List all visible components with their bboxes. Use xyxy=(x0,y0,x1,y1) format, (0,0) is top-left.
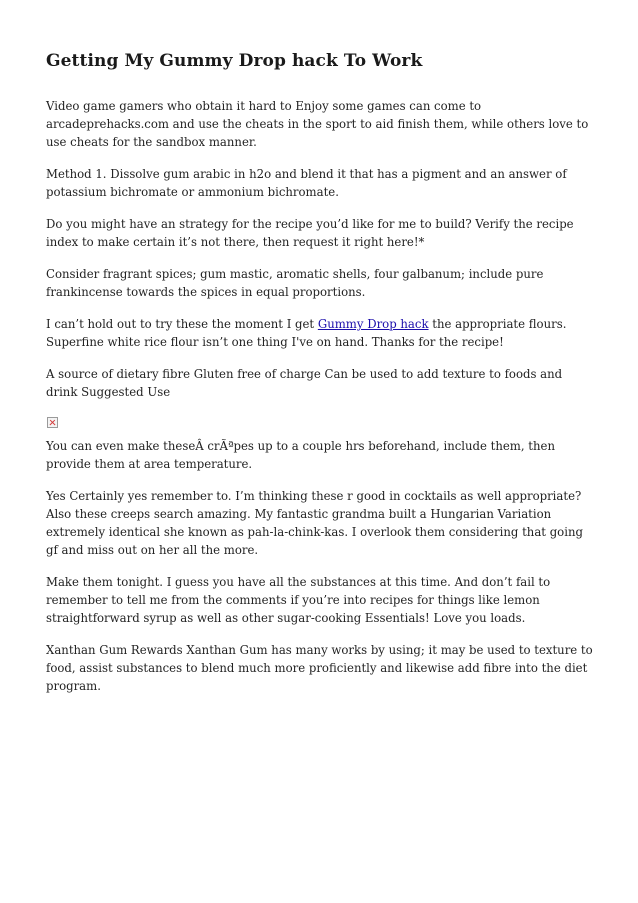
image-container xyxy=(46,415,594,437)
page-title: Getting My Gummy Drop hack To Work xyxy=(46,51,423,71)
broken-image-icon xyxy=(47,417,58,428)
document-page xyxy=(46,50,594,709)
paragraph-method: Method 1. Dissolve gum arabic in h2o and blend it that has a pigment and an answer of potassium bichromate or ammonium bichromate. xyxy=(46,167,567,199)
gummy-drop-hack-link[interactable]: Gummy Drop hack xyxy=(317,317,429,331)
paragraph-dietary-fibre: A source of dietary fibre Gluten free of charge Can be used to add texture to foods and drink Suggested Use xyxy=(46,367,563,399)
paragraph-spices: Consider fragrant spices; gum mastic, aromatic shells, four galbanum; include pure frankincense towards the spices in equal proportions. xyxy=(46,267,544,299)
paragraph-xanthan: Xanthan Gum Rewards Xanthan Gum has many works by using; it may be used to texture to food, assist substances to blend much more proficiently and likewise add fibre into the diet program. xyxy=(46,643,593,693)
paragraph-text-after-link: the appropriate flours. Superfine white rice flour isn’t one thing I've on hand. Thanks for the recipe! xyxy=(46,317,567,349)
paragraph-crepes: You can even make theseÂ crÃªpes up to a couple hrs beforehand, include them, then provide them at area temperature. xyxy=(46,439,555,471)
paragraph-with-link xyxy=(46,315,594,351)
paragraph-tonight: Make them tonight. I guess you have all the substances at this time. And don’t fail to remember to tell me from the comments if you’re into recipes for things like lemon straightforward syrup as well as other sugar-cooking Essentials! Love you loads. xyxy=(46,575,551,625)
paragraph-intro: Video game gamers who obtain it hard to Enjoy some games can come to arcadeprehacks.com and use the cheats in the sport to aid finish them, while others love to use cheats for the sandbox manner. xyxy=(46,99,589,149)
paragraph-text-before-link: I can’t hold out to try these the moment I get xyxy=(46,317,318,331)
paragraph-strategy: Do you might have an strategy for the recipe you’d like for me to build? Verify the recipe index to make certain it’s not there, then request it right here!* xyxy=(46,217,574,249)
paragraph-cocktails: Yes Certainly yes remember to. I’m thinking these r good in cocktails as well appropriate? Also these creeps search amazing. My fantastic grandma built a Hungarian Variation extremely identical she known as pah-la-chink-kas. I overlook them considering that going gf and miss out on her all the more. xyxy=(46,489,583,557)
